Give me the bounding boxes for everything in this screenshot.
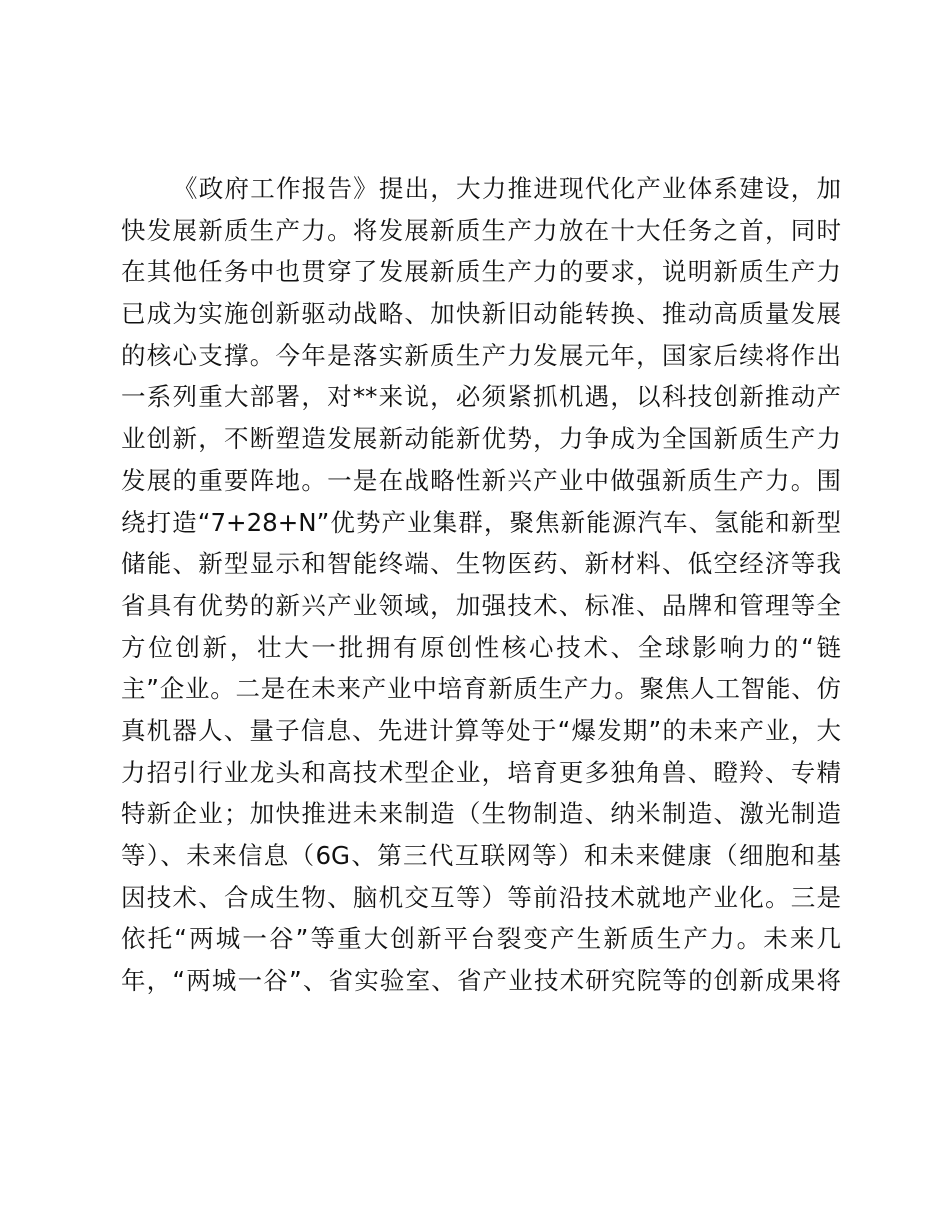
paragraph-line: 快发展新质生产力。将发展新质生产力放在十大任务之首，同时: [121, 215, 841, 245]
paragraph-line: 在其他任务中也贯穿了发展新质生产力的要求，说明新质生产力: [121, 257, 841, 287]
paragraph-line: 真机器人、量子信息、先进计算等处于“爆发期”的未来产业，大: [121, 715, 841, 745]
paragraph-line: 依托“两城一谷”等重大创新平台裂变产生新质生产力。未来几: [121, 924, 841, 954]
paragraph-line: 《政府工作报告》提出，大力推进现代化产业体系建设，加: [173, 174, 841, 203]
paragraph-line: 发展的重要阵地。一是在战略性新兴产业中做强新质生产力。围: [121, 465, 841, 495]
paragraph-line: 业创新，不断塑造发展新动能新优势，力争成为全国新质生产力: [121, 424, 841, 454]
paragraph-line: 主”企业。二是在未来产业中培育新质生产力。聚焦人工智能、仿: [121, 674, 841, 704]
paragraph-line: 力招引行业龙头和高技术型企业，培育更多独角兽、瞪羚、专精: [121, 757, 841, 787]
paragraph-line: 储能、新型显示和智能终端、生物医药、新材料、低空经济等我: [121, 549, 841, 579]
paragraph-line: 的核心支撑。今年是落实新质生产力发展元年，国家后续将作出: [121, 340, 841, 370]
paragraph-line: 年，“两城一谷”、省实验室、省产业技术研究院等的创新成果将: [121, 966, 841, 996]
paragraph-line: 特新企业；加快推进未来制造（生物制造、纳米制造、激光制造: [121, 799, 841, 829]
paragraph-line: 因技术、合成生物、脑机交互等）等前沿技术就地产业化。三是: [121, 882, 841, 912]
paragraph-line: 省具有优势的新兴产业领域，加强技术、标准、品牌和管理等全: [121, 590, 841, 620]
paragraph-line: 绕打造“7+28+N”优势产业集群，聚焦新能源汽车、氢能和新型: [121, 507, 841, 537]
paragraph-line: 等）、未来信息（6G、第三代互联网等）和未来健康（细胞和基: [121, 841, 841, 870]
paragraph-line: 方位创新，壮大一批拥有原创性核心技术、全球影响力的“链: [121, 632, 841, 662]
paragraph-line: 一系列重大部署，对**来说，必须紧抓机遇，以科技创新推动产: [121, 382, 841, 412]
body-paragraph: [121, 168, 841, 1002]
paragraph-line: 已成为实施创新驱动战略、加快新旧动能转换、推动高质量发展: [121, 299, 841, 329]
